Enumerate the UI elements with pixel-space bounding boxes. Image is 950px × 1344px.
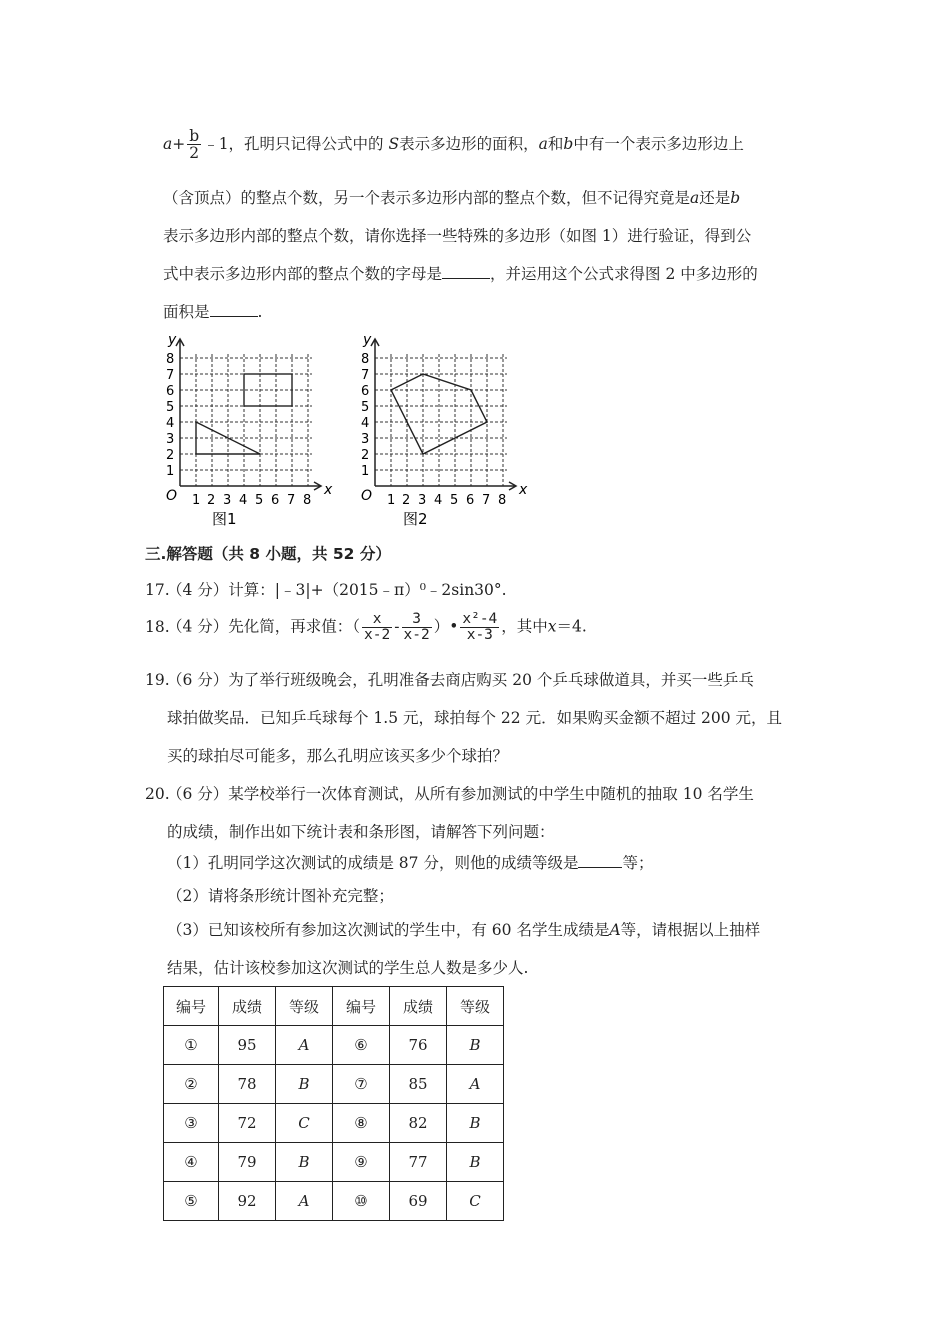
svg-text:3: 3 [223, 493, 232, 508]
question-19-line-2: 球拍做奖品．已知乒乓球每个 1.5 元，球拍每个 22 元．如果购买金额不超过 200 元，且 [167, 709, 783, 727]
origin-label: O [361, 488, 373, 504]
answer-blank-letter [442, 278, 490, 279]
table-row: ⑤ 92 A ⑩ 69 C [164, 1182, 504, 1221]
axis-x-label: x [519, 482, 528, 498]
table-row: ② 78 B ⑦ 85 A [164, 1065, 504, 1104]
x-ticks-fig1 [192, 493, 311, 508]
intro-line-3: 表示多边形内部的整点个数，请你选择一些特殊的多边形（如图 1）进行验证，得到公 [163, 227, 752, 245]
question-19-line-3: 买的球拍尽可能多，那么孔明应该买多少个球拍？ [167, 747, 509, 765]
svg-text:7: 7 [361, 368, 370, 383]
fraction-x2-minus-4-over-x-minus-3: $\frac{\text{x²-4}}{x-3}$ [462, 611, 498, 644]
svg-text:8: 8 [498, 493, 507, 508]
answer-blank-grade [578, 867, 622, 868]
svg-text:2: 2 [207, 493, 216, 508]
axes-fig1 [176, 339, 321, 490]
svg-text:5: 5 [166, 400, 175, 415]
header-cell: 等级 [447, 987, 504, 1026]
table-row: ④ 79 B ⑨ 77 B [164, 1143, 504, 1182]
svg-text:1: 1 [387, 493, 396, 508]
header-cell: 成绩 [219, 987, 276, 1026]
axes-fig2 [371, 339, 516, 490]
svg-text:4: 4 [166, 416, 175, 431]
origin-label: O [166, 488, 178, 504]
question-20-sub-2: （2）请将条形统计图补充完整； [167, 887, 394, 905]
svg-text:6: 6 [361, 384, 370, 399]
svg-text:2: 2 [361, 448, 370, 463]
intro-line-1: a+ $\frac{b}{2}$ ﹣1，孔明只记得公式中的 S表示多边形的面积，a和b中有一个表示多边形边上 [163, 127, 744, 163]
table-row: ① 95 A ⑥ 76 B [164, 1026, 504, 1065]
figure-1-caption: 图1 [212, 510, 237, 528]
svg-text:8: 8 [166, 352, 175, 367]
intro-line-4: 式中表示多边形内部的整点个数的字母是 ，并运用这个公式求得图 2 中多边形的 [163, 265, 758, 283]
header-cell: 成绩 [390, 987, 447, 1026]
question-20-line-2: 的成绩，制作出如下统计表和条形图，请解答下列问题： [167, 823, 555, 841]
question-20-sub-3: （3）已知该校所有参加这次测试的学生中，有 60 名学生成绩是A等，请根据以上抽样 [167, 921, 761, 939]
svg-text:1: 1 [166, 464, 175, 479]
svg-text:1: 1 [192, 493, 201, 508]
figure-1 [160, 330, 340, 530]
grid-fig2 [375, 354, 507, 486]
axis-y-label: y [363, 332, 372, 348]
figure-2-caption: 图2 [403, 510, 428, 528]
svg-text:7: 7 [166, 368, 175, 383]
axis-x-label: x [324, 482, 333, 498]
axis-y-label: y [168, 332, 177, 348]
fraction-3-over-x-minus-2: $\frac{3}{x-2}$ [403, 611, 430, 644]
fraction-x-over-x-minus-2: $\frac{x}{x-2}$ [364, 611, 391, 644]
score-table [163, 986, 504, 1221]
fraction-b-over-2: $\frac{b}{2}$ [189, 127, 200, 163]
svg-text:3: 3 [418, 493, 427, 508]
section-3-heading: 三.解答题（共 8 小题，共 52 分） [145, 545, 391, 563]
svg-text:7: 7 [482, 493, 491, 508]
svg-text:1: 1 [361, 464, 370, 479]
svg-text:6: 6 [466, 493, 475, 508]
table-header-row [164, 987, 504, 1026]
figure-2 [355, 330, 535, 530]
question-19-line-1: 19.（6 分）为了举行班级晚会，孔明准备去商店购买 20 个乒乓球做道具，并买一些乒乓 [145, 671, 754, 689]
svg-text:2: 2 [166, 448, 175, 463]
question-20-sub-4: 结果，估计该校参加这次测试的学生总人数是多少人. [167, 959, 529, 977]
svg-text:7: 7 [287, 493, 296, 508]
header-cell: 等级 [276, 987, 333, 1026]
svg-text:8: 8 [361, 352, 370, 367]
plus: + [172, 134, 186, 153]
svg-text:4: 4 [239, 493, 248, 508]
svg-text:4: 4 [361, 416, 370, 431]
table-row: ③ 72 C ⑧ 82 B [164, 1104, 504, 1143]
intro-line-2: （含顶点）的整点个数，另一个表示多边形内部的整点个数，但不记得究竟是a还是b [163, 189, 741, 207]
svg-text:6: 6 [271, 493, 280, 508]
question-18: 18.（4 分）先化简，再求值：（ $\frac{x}{x-2}$ - $\frac{3}{x-2}$ ）• $\frac{\text{x²-4}}{x-3}$ ，其中x＝4. [145, 611, 587, 644]
svg-text:8: 8 [303, 493, 312, 508]
intro-line-5: 面积是 . [163, 303, 263, 321]
svg-text:5: 5 [255, 493, 264, 508]
svg-text:3: 3 [166, 432, 175, 447]
question-20-line-1: 20.（6 分）某学校举行一次体育测试，从所有参加测试的中学生中随机的抽取 10 名学生 [145, 785, 754, 803]
svg-text:5: 5 [450, 493, 459, 508]
question-17: 17.（4 分）计算：|﹣3|+（2015﹣π）⁰﹣2sin30°. [145, 581, 507, 599]
question-20-sub-1: （1）孔明同学这次测试的成绩是 87 分，则他的成绩等级是 等； [167, 854, 654, 872]
svg-text:4: 4 [434, 493, 443, 508]
svg-text:3: 3 [361, 432, 370, 447]
answer-blank-area [210, 316, 258, 317]
y-ticks-fig2 [361, 352, 369, 479]
svg-text:6: 6 [166, 384, 175, 399]
svg-text:5: 5 [361, 400, 370, 415]
header-cell: 编号 [164, 987, 219, 1026]
x-ticks-fig2 [387, 493, 506, 508]
var-a: a [163, 134, 173, 153]
header-cell: 编号 [333, 987, 390, 1026]
y-ticks-fig1 [166, 352, 174, 479]
svg-text:2: 2 [402, 493, 411, 508]
